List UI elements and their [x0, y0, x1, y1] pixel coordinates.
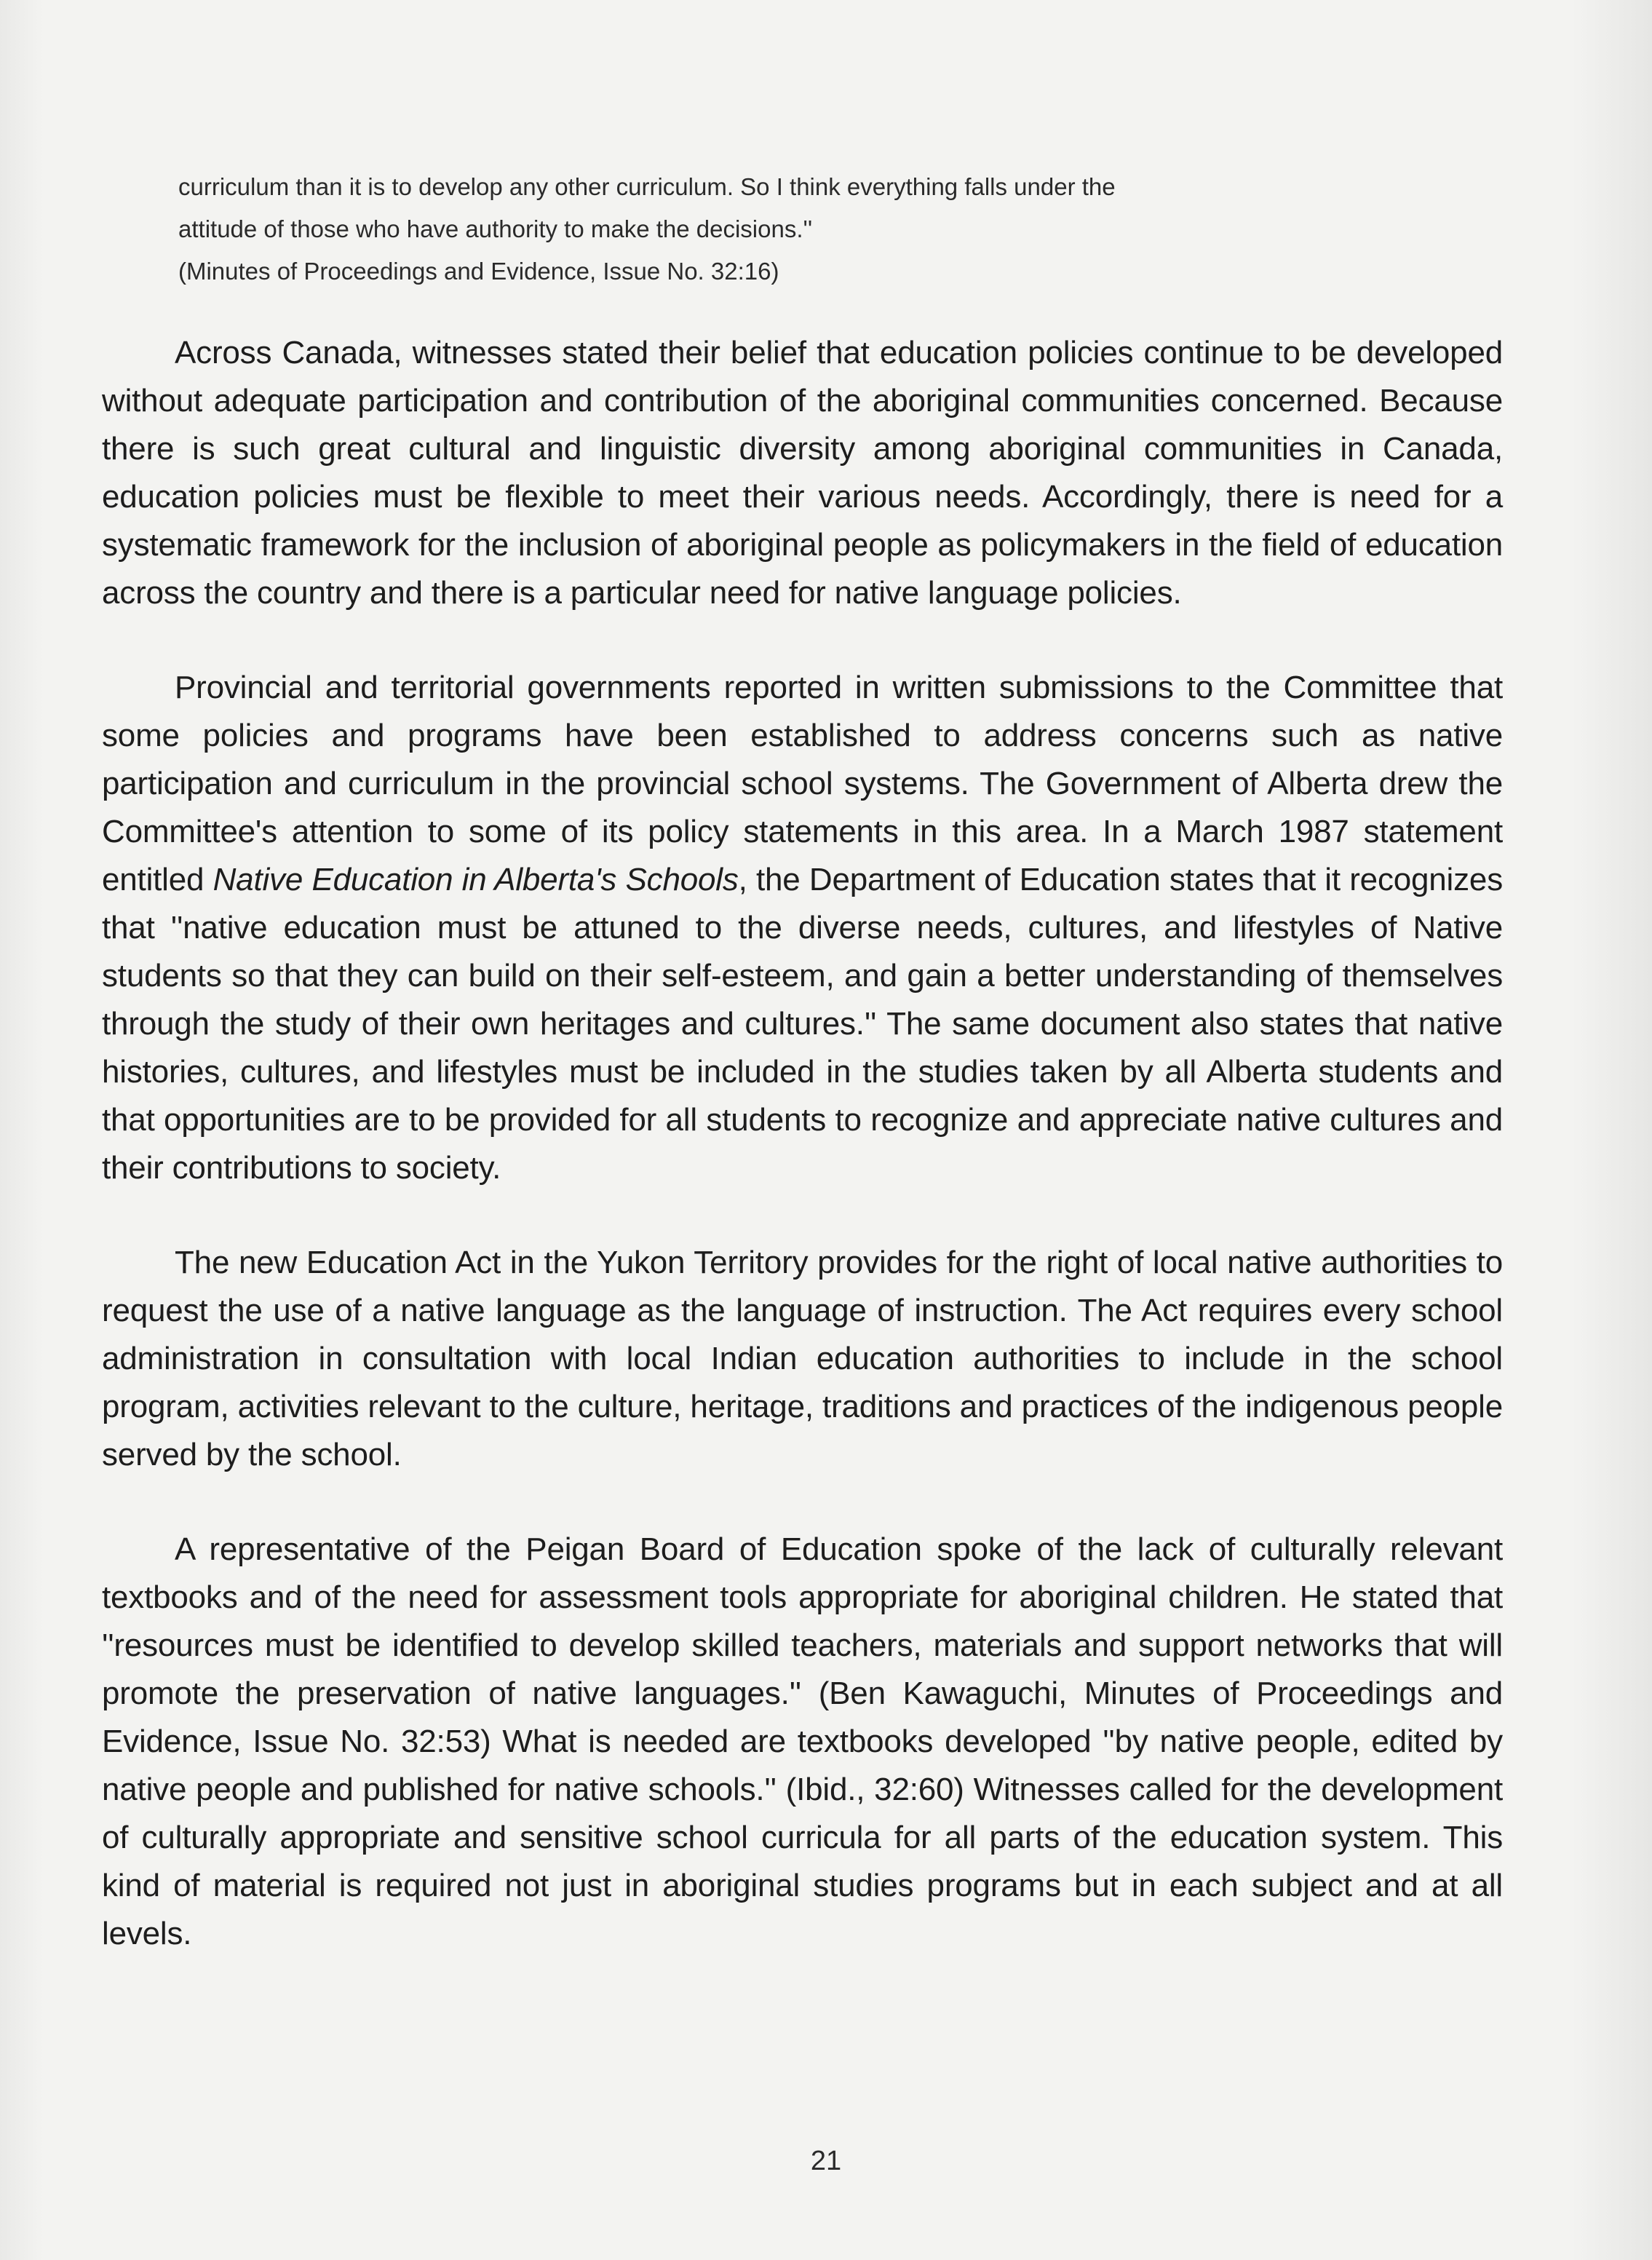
page-number: 21	[810, 2146, 842, 2176]
paragraph-text: Provincial and territorial governments reported in written submissions to the Committee that some policies and programs have been established to address concerns such as native participation and curriculum in the provincial school systems. The Government of Alberta drew the Committee's attention to some of its policy statements in this area. In a March 1987 statement entitled	[102, 670, 1503, 897]
paragraph-peigan-board: A representative of the Peigan Board of Education spoke of the lack of culturally relevant textbooks and of the need for assessment tools appropriate for aboriginal children. He stated that ''resources must be identified to develop skilled teachers, materials and support networks that will promote the preservation of native languages.'' (Ben Kawaguchi, Minutes of Proceedings and Evidence, Issue No. 32:53) What is needed are textbooks developed ''by native people, edited by native people and published for native schools.'' (Ibid., 32:60) Witnesses called for the development of culturally appropriate and sensitive school curricula for all parts of the education system. This kind of material is required not just in aboriginal studies programs but in each subject and at all levels.	[102, 1531, 1503, 1951]
paragraph-yukon-education-act: The new Education Act in the Yukon Territory provides for the right of local native authorities to request the use of a native language as the language of instruction. The Act requires every school administration in consultation with local Indian education authorities to include in the school program, activities relevant to the culture, heritage, traditions and practices of the indigenous people served by the school.	[102, 1245, 1503, 1472]
block-quote	[178, 166, 1459, 293]
body-text	[102, 329, 1503, 2005]
quote-line-1: curriculum than it is to develop any other curriculum. So I think everything falls under the	[178, 173, 1116, 200]
quote-citation: (Minutes of Proceedings and Evidence, Issue No. 32:16)	[178, 258, 779, 285]
document-title: Native Education in Alberta's Schools	[213, 862, 739, 897]
paragraph-provincial-governments	[102, 664, 1503, 1192]
quote-line-2: attitude of those who have authority to make the decisions.''	[178, 215, 813, 242]
paragraph-policy-participation: Across Canada, witnesses stated their belief that education policies continue to be developed without adequate participation and contribution of the aboriginal communities concerned. Because there is such great cultural and linguistic diversity among aboriginal communities in Canada, education policies must be flexible to meet their various needs. Accordingly, there is need for a systematic framework for the inclusion of aboriginal people as policymakers in the field of education across the country and there is a particular need for native language policies.	[102, 335, 1503, 611]
paragraph-text: , the Department of Education states that it recognizes that ''native education must be attuned to the diverse needs, cultures, and lifestyles of Native students so that they can build on their self-esteem, and gain a better understanding of themselves through the study of their own heritages and cultures.'' The same document also states that native histories, cultures, and lifestyles must be included in the studies taken by all Alberta students and that opportunities are to be provided for all students to recognize and appreciate native cultures and their contributions to society.	[102, 862, 1504, 1186]
